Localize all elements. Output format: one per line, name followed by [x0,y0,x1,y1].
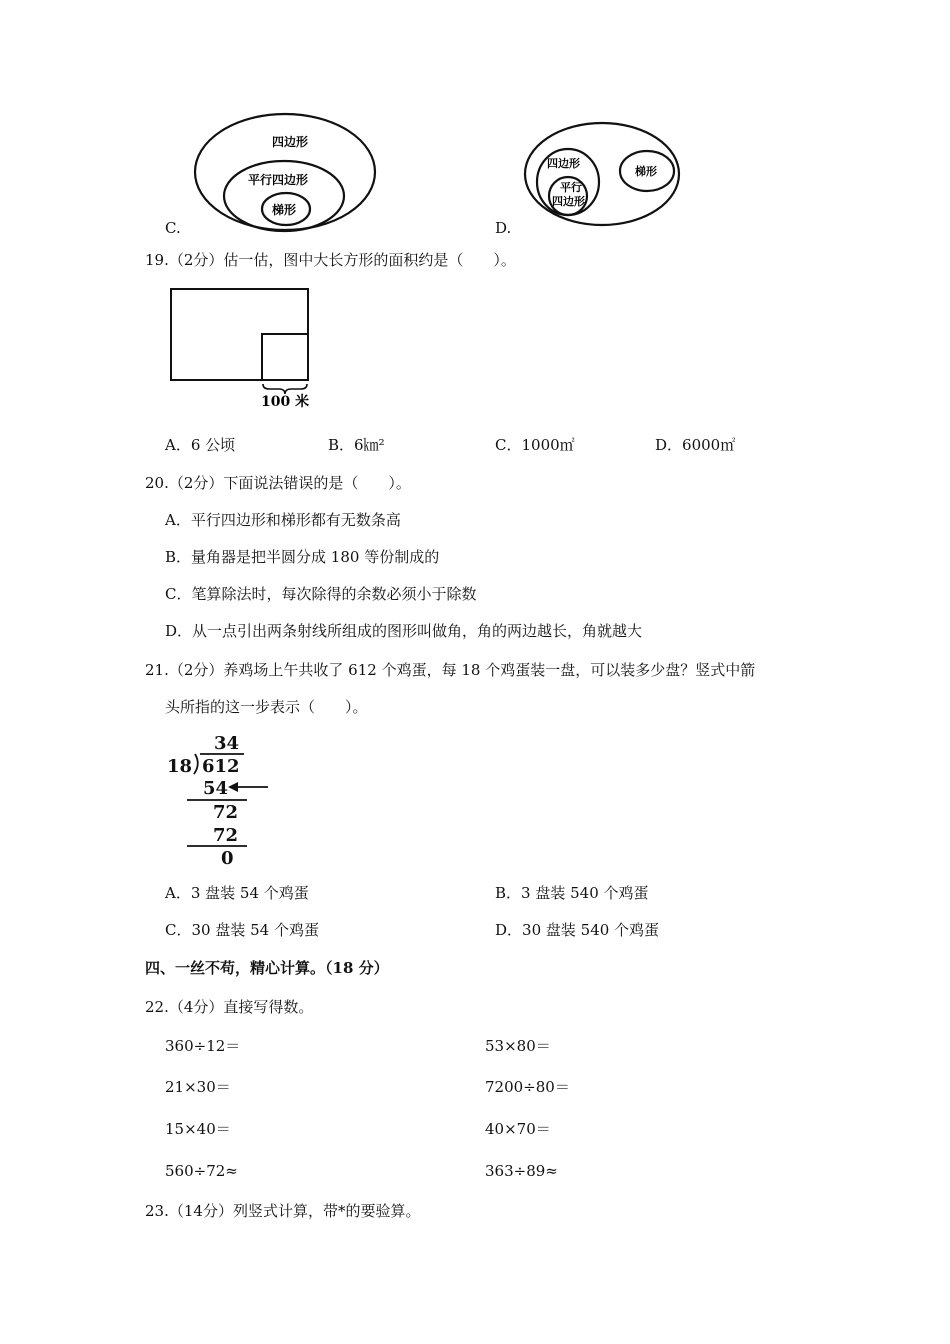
q20-option-b: B．量角器是把半圆分成 180 等份制成的 [165,548,440,566]
q21-step1: 54 [203,778,229,799]
q18-option-c-letter: C. [165,219,181,237]
q22-item-6: 40×70＝ [485,1120,551,1138]
q19-question: 19.（2分）估一估，图中大长方形的面积约是（ ）。 [145,251,516,269]
q22-item-1: 360÷12＝ [165,1037,241,1055]
q22-item-8: 363÷89≈ [485,1162,558,1180]
q21-dividend: 612 [202,756,240,777]
q21-question-line2: 头所指的这一步表示（ ）。 [165,698,368,716]
q19-option-c: C．1000㎡ [495,436,575,454]
q21-option-c: C．30 盘装 54 个鸡蛋 [165,921,319,939]
q23-question: 23.（14分）列竖式计算，带*的要验算。 [145,1202,421,1220]
section4-heading: 四、一丝不苟，精心计算。（18 分） [145,959,389,977]
q21-step2: 72 [213,825,239,846]
q20-question: 20.（2分）下面说法错误的是（ ）。 [145,474,411,492]
q21-option-d: D．30 盘装 540 个鸡蛋 [495,921,660,939]
q18-c-middle-label: 平行四边形 [248,173,309,187]
q18-option-d-diagram [520,120,685,232]
q22-question: 22.（4分）直接写得数。 [145,998,314,1016]
q19-option-b: B．6㎞² [328,436,385,454]
q21-quotient: 34 [214,733,240,754]
q21-long-division [162,728,277,870]
q20-option-d: D．从一点引出两条射线所组成的图形叫做角，角的两边越长，角就越大 [165,622,643,640]
q21-question-line1: 21.（2分）养鸡场上午共收了 612 个鸡蛋，每 18 个鸡蛋装一盘，可以装多少盘？竖式中箭 [145,661,756,679]
q18-option-c-diagram [190,110,380,235]
q18-d-right-label: 梯形 [635,165,657,178]
q20-option-c: C．笔算除法时，每次除得的余数必须小于除数 [165,585,477,603]
q18-c-inner-label: 梯形 [272,203,297,217]
q18-d-inner-label-1: 平行 [560,181,582,194]
q19-figure [165,285,320,410]
q19-option-a: A．6 公顷 [165,436,236,454]
q22-item-2: 53×80＝ [485,1037,551,1055]
q19-option-d: D．6000㎡ [655,436,736,454]
q21-option-b: B．3 盘装 540 个鸡蛋 [495,884,649,902]
q18-option-d-letter: D. [495,219,512,237]
q22-item-7: 560÷72≈ [165,1162,238,1180]
q22-item-4: 7200÷80＝ [485,1078,570,1096]
q19-figure-label: 100 米 [261,394,310,410]
q20-option-a: A．平行四边形和梯形都有无数条高 [165,511,401,529]
q18-d-outer-label: 四边形 [547,157,580,170]
q21-divisor: 18 [167,756,193,777]
q18-c-outer-label: 四边形 [272,135,309,149]
q22-item-3: 21×30＝ [165,1078,231,1096]
q21-remainder2: 0 [221,848,234,869]
q18-d-inner-label-2: 四边形 [552,195,585,208]
q21-remainder1: 72 [213,802,239,823]
q21-option-a: A．3 盘装 54 个鸡蛋 [165,884,309,902]
q22-item-5: 15×40＝ [165,1120,231,1138]
